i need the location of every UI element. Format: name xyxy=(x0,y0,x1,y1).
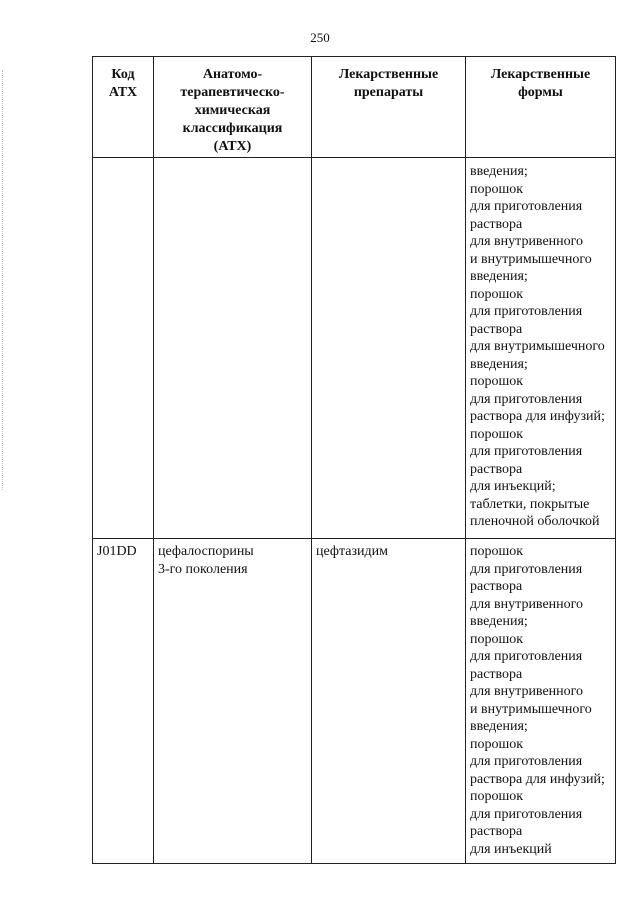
form-line: и внутримышечного xyxy=(470,701,592,717)
header-line: формы xyxy=(518,85,563,100)
form-line: раствора xyxy=(470,824,523,839)
classification-line: цефалоспорины xyxy=(158,544,254,559)
form-line: для внутривенного xyxy=(470,684,584,699)
form-line: раствора xyxy=(470,216,523,232)
form-line: введения; xyxy=(470,356,528,372)
form-line: введения; xyxy=(470,614,528,629)
form-line: для инъекций; xyxy=(470,479,556,494)
table-row xyxy=(93,158,616,539)
form-line: порошок xyxy=(470,374,524,389)
form-line: для приготовления xyxy=(470,649,583,664)
cell-code xyxy=(93,158,154,539)
page-number: 250 xyxy=(310,30,330,45)
form-line: для приготовления xyxy=(470,806,583,822)
cell-drug xyxy=(312,539,466,864)
form-line: порошок xyxy=(470,789,524,804)
form-line: для инъекций xyxy=(470,841,552,857)
form-line: для приготовления xyxy=(470,561,583,577)
code-text: J01DD xyxy=(97,544,137,559)
code-text xyxy=(93,158,153,166)
form-line: для приготовления xyxy=(470,444,583,459)
cell-drug xyxy=(312,158,466,539)
form-line: порошок xyxy=(470,631,524,647)
form-line: таблетки, покрытые xyxy=(470,496,590,512)
form-line: раствора xyxy=(470,579,523,594)
form-line: введения; xyxy=(470,269,528,284)
header-line: Лекарственные xyxy=(338,67,439,82)
form-line: для приготовления xyxy=(470,391,583,407)
form-line: раствора xyxy=(470,321,523,337)
form-line: порошок xyxy=(470,426,524,442)
header-line: классификация xyxy=(182,121,283,136)
form-line: порошок xyxy=(470,286,524,302)
drug-text: цефтазидим xyxy=(316,544,388,559)
form-line: раствора для инфузий; xyxy=(470,771,605,787)
cell-classification xyxy=(154,539,312,864)
form-line: раствора xyxy=(470,461,523,477)
drug-text xyxy=(312,158,465,166)
form-line: для приготовления xyxy=(470,304,583,319)
header-drugs xyxy=(312,57,466,158)
form-line: и внутримышечного xyxy=(470,251,592,267)
form-line: для внутривенного xyxy=(470,234,584,249)
header-line: препараты xyxy=(353,85,424,100)
form-line: для внутривенного xyxy=(470,596,584,612)
form-line: введения; xyxy=(470,164,528,179)
form-line: пленочной оболочкой xyxy=(470,514,600,529)
cell-code xyxy=(93,539,154,864)
cell-forms xyxy=(466,158,616,539)
form-line: для приготовления xyxy=(470,754,583,769)
form-line: введения; xyxy=(470,719,528,734)
classification-line: 3-го поколения xyxy=(158,561,248,577)
header-line: АТХ xyxy=(108,85,138,100)
header-line: Анатомо- xyxy=(202,67,263,82)
header-line: (АТХ) xyxy=(213,139,252,154)
form-line: для внутримышечного xyxy=(470,339,605,354)
atx-table xyxy=(92,56,616,864)
table-header-row xyxy=(93,57,616,158)
form-line: порошок xyxy=(470,181,524,197)
header-classification xyxy=(154,57,312,158)
cell-forms xyxy=(466,539,616,864)
header-line: химическая xyxy=(194,103,271,118)
cell-classification xyxy=(154,158,312,539)
form-line: раствора для инфузий; xyxy=(470,409,605,424)
header-code xyxy=(93,57,154,158)
header-line: Лекарственные xyxy=(490,67,591,82)
form-line: для приготовления xyxy=(470,199,583,214)
form-line: порошок xyxy=(470,544,524,559)
scan-margin-line xyxy=(2,70,3,490)
form-line: порошок xyxy=(470,736,524,752)
header-line: Код xyxy=(111,67,135,82)
table-row xyxy=(93,539,616,864)
header-forms xyxy=(466,57,616,158)
form-line: раствора xyxy=(470,666,523,682)
header-line: терапевтическо- xyxy=(180,85,285,100)
